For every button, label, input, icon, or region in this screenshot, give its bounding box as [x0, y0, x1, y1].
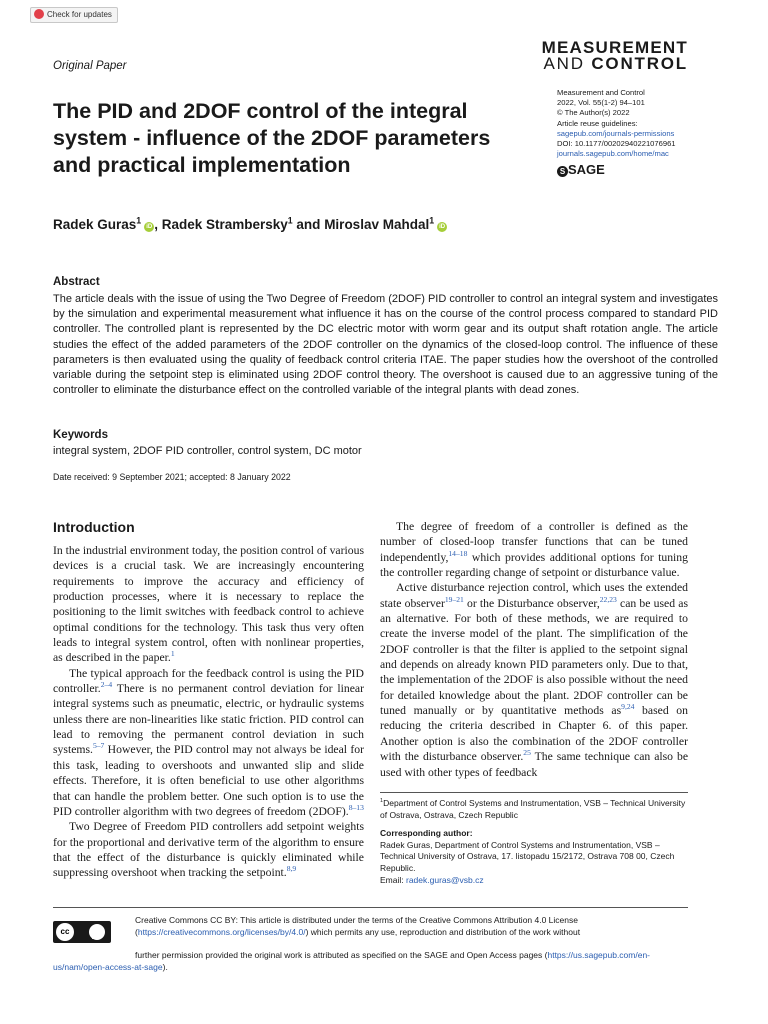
check-for-updates-badge[interactable]: Check for updates: [30, 7, 118, 23]
paragraph: The degree of freedom of a controller is defined as the number of closed-loop transfer functions that can be tuned independently,$^{14-18}$ which provides additional options for tuning the controller regarding change of setpoint or disturbance value.: [380, 520, 688, 580]
paragraph: Two Degree of Freedom PID controllers add setpoint weights for the proportional and derivative term of the algorithm to ensure that the effect of the disturbance is quickly eliminated while suppressing overshoot when tracking the setpoint.$^{8,9}$: [53, 820, 364, 880]
doi[interactable]: DOI: 10.1177/00202940221076961: [557, 139, 676, 149]
citation[interactable]: 9,24: [621, 702, 635, 712]
citation[interactable]: 2–4: [100, 680, 113, 690]
email-line: Email: radek.guras@vsb.cz: [380, 874, 484, 885]
affiliation-footnote: $^1$Department of Control Systems and Instrumentation, VSB – Technical University of Ostrava, Ostrava, Czech Republic: [380, 798, 686, 820]
license-text-continued: further permission provided the original work is attributed as specified on the SAGE and Open Access pages (https://us.sagepub.com/en-us/nam/open-access-at-sage).: [53, 950, 651, 972]
license-text: Creative Commons CC BY: This article is distributed under the terms of the Creative Commons Attribution 4.0 License (https://creativecommons.org/licenses/by/4.0/) which permits any use, reproduction and distribution of the work without: [135, 915, 581, 937]
citation[interactable]: 5–7: [92, 741, 105, 751]
author-name: Radek Strambersky: [161, 217, 288, 232]
abstract-text: The article deals with the issue of using the Two Degree of Freedom (2DOF) PID controller to control an integral system and investigates by the simulation and experimental measurement what influence it has on the course of the control process compared to standard PID controller. The controlled plant is represented by the DC electric motor with worm gear and its output shaft rotation angle. The article studies the effect of the added parameters of the 2DOF controller on the dynamics of the closed-loop control. The influence of these parameters is then evaluated using the quality of feedback control criteria ITAE. The paper studies how the overshoot of the controlled variable during the setpoint step is eliminated using 2DOF control theory. The overshoot is caused due to an aggressive tuning of the controller to eliminate the disturbance effect on the controlled variable of the integral plants with dead zones.: [53, 293, 718, 397]
citation[interactable]: 1: [170, 649, 175, 659]
cc-by-license-icon[interactable]: cc BY: [53, 921, 111, 943]
abstract-heading: Abstract: [53, 276, 100, 288]
article-type: Original Paper: [53, 60, 127, 72]
journal-meta: Measurement and Control 2022, Vol. 55(1-2) 94–101 © The Author(s) 2022 Article reuse guidelines: sagepub.com/journals-permissions DOI: 10.1177/00202940221076961 journals.sagepub.com/home/mac: [557, 88, 732, 159]
journal-logo: MEASUREMENT AND CONTROL: [541, 38, 688, 73]
footnote-divider: [380, 792, 688, 793]
citation[interactable]: 19–21: [444, 594, 464, 604]
orcid-icon[interactable]: iD: [439, 224, 446, 230]
citation[interactable]: 8,9: [286, 864, 297, 874]
author-list: Radek Guras$^1$iD , Radek Strambersky$^1$ and Miroslav Mahdal$^1$iD: [53, 215, 446, 232]
open-access-link[interactable]: https://us.sagepub.com/en-us/nam/open-access-at-sage: [53, 950, 651, 972]
author-name: Radek Guras: [53, 217, 137, 232]
citation[interactable]: 8–13: [348, 802, 364, 812]
author-name: Miroslav Mahdal: [324, 217, 430, 232]
footnotes: [380, 798, 688, 886]
paragraph: In the industrial environment today, the position control of various devices is a crucial task. We are increasingly encountering requirements to improve the accuracy and efficiency of production processes, where it is necessary to replace the positioning to the limit switches with feedback control to achieve optimal conditions for the technology. This task thus very often leads to integral system control, often with nonlinear properties, as described in the paper.$^1$: [53, 544, 364, 665]
citation[interactable]: 22,23: [599, 594, 617, 604]
paragraph: Active disturbance rejection control, which uses the extended state observer$^{19-21}$ or the Disturbance observer,$^{22,23}$ can be used as an alternative. For both of these methods, we are required to create the inverse model of the plant. The simplification of the 2DOF controller is that the filter is applied to the setpoint signal and depends on already known PID parameters only. Due to that, the implementation of the 2DOF is also possible without the need for detailed knowledge about the plant. 2DOF controller can be tuned manually or by quantitative methods as$^{9,24}$ based on reducing the criteria described in Chapter 6. of this paper. Another option is also the combination of the 2DOF controller with the disturbance observer.$^{25}$ The same technique can also be used with other types of feedback: [380, 581, 689, 779]
keywords-heading: Keywords: [53, 429, 108, 441]
body-column-right: [380, 519, 688, 780]
orcid-icon[interactable]: iD: [146, 224, 153, 230]
update-icon: [34, 9, 44, 19]
cc-license-link[interactable]: https://creativecommons.org/licenses/by/4.0/: [137, 926, 306, 937]
corresponding-author-heading: Corresponding author:: [380, 828, 473, 839]
citation[interactable]: 25: [523, 748, 531, 758]
corresponding-author: Radek Guras, Department of Control Systems and Instrumentation, VSB – Technical University of Ostrava, 17. listopadu 15/2172, Ostrava 708 00, Czech Republic.: [380, 839, 675, 873]
body-column-left: [53, 543, 364, 881]
citation[interactable]: 14–18: [448, 548, 468, 558]
paper-title: The PID and 2DOF control of the integral system - influence of the 2DOF parameters and practical implementation: [53, 99, 491, 177]
journal-home-link[interactable]: journals.sagepub.com/home/mac: [557, 149, 669, 159]
sage-logo: S SAGE: [557, 162, 605, 177]
sage-circle-icon: S: [557, 166, 568, 177]
paragraph: The typical approach for the feedback control is using the PID controller.$^{2-4}$ There is no permanent control deviation for linear integral systems such as pneumatic, electric, or hydraulic systems unless there are non-linearities like static friction. PID control can lead to removing the permanent control deviation in such systems.$^{5-7}$ However, the PID control may not always be ideal for this task, leading to overshoots and unwanted slip and slide effects. Therefore, it is often beneficial to use other algorithms that can handle the problem better. One such option is to use the PID controller algorithm with two degrees of freedom (2DOF).$^{8-13}$: [53, 666, 364, 818]
introduction-heading: Introduction: [53, 519, 135, 535]
email-link[interactable]: radek.guras@vsb.cz: [405, 874, 484, 885]
license-divider: [53, 907, 688, 908]
permissions-link[interactable]: sagepub.com/journals-permissions: [557, 128, 675, 138]
date-received: Date received: 9 September 2021; accepted: 8 January 2022: [53, 472, 291, 482]
keywords-text: integral system, 2DOF PID controller, control system, DC motor: [53, 445, 362, 457]
